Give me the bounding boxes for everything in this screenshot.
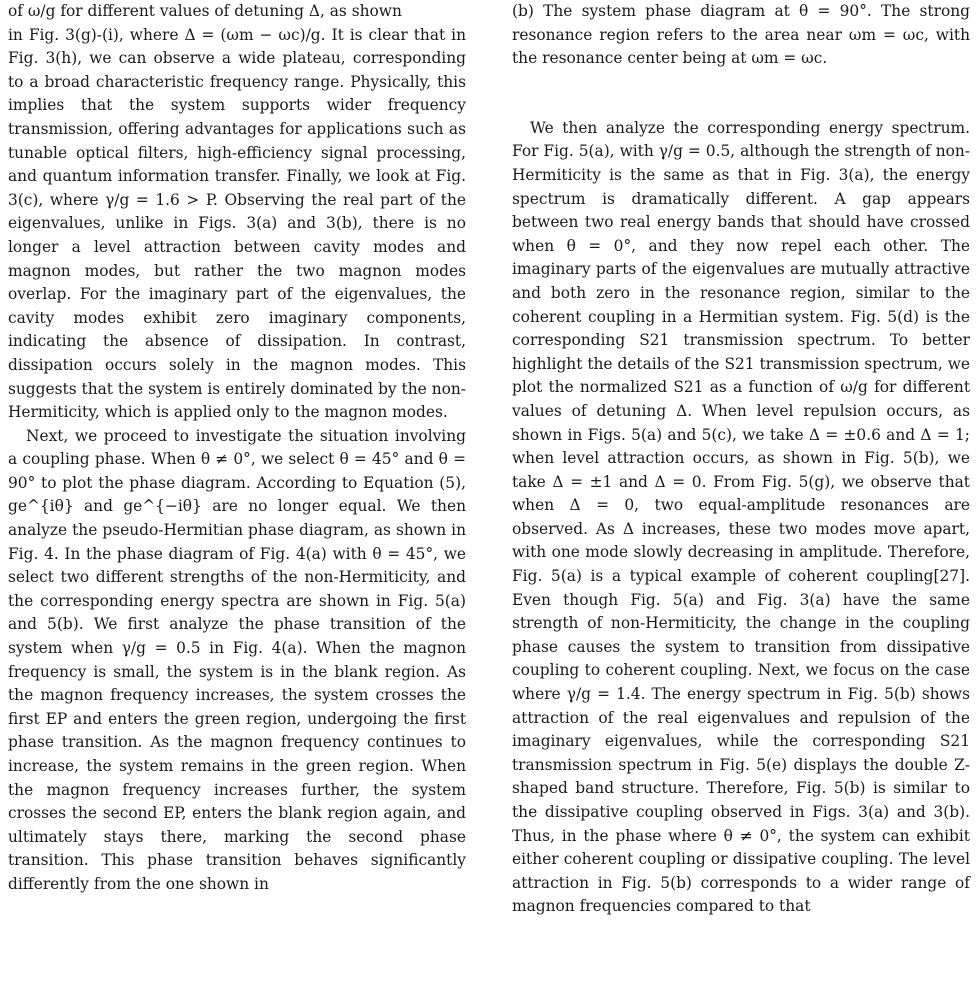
right-paragraph-1: We then analyze the corresponding energy spectrum. For Fig. 5(a), with γ/g = 0.5, although the strength of non-Hermiticity is the same as that in Fig. 3(a), the energy spectrum is dramatically different. A gap appears between two real energy bands that should have crossed when θ = 0°, and they now repel each other. The imaginary parts of the eigenvalues are mutually attractive and both zero in the resonance region, similar to the coherent coupling in a Hermitian system. Fig. 5(d) is the corresponding S21 transmission spectrum. To better highlight the details of the S21 transmission spectrum, we plot the normalized S21 as a function of ω/g for different values of detuning Δ. When level repulsion occurs, as shown in Figs. 5(a) and 5(c), we take Δ = ±0.6 and Δ = 1; when level attraction occurs, as shown in Fig. 5(b), we take Δ = ±1 and Δ = 0. From Fig. 5(g), we observe that when Δ = 0, two equal-amplitude resonances are observed. As Δ increases, these two modes move apart, with one mode slowly decreasing in amplitude. Therefore, Fig. 5(a) is a typical example of coherent coupling[27]. Even though Fig. 5(a) and Fig. 3(a) have the same strength of non-Hermiticity, the change in the coupling phase causes the system to transition from dissipative coupling to coherent coupling. Next, we focus on the case where γ/g = 1.4. The energy spectrum in Fig. 5(b) shows attraction of the real eigenvalues and repulsion of the imaginary eigenvalues, while the corresponding S21 transmission spectrum in Fig. 5(e) displays the double Z-shaped band structure. Therefore, Fig. 5(b) is similar to the dissipative coupling observed in Figs. 3(a) and 3(b). Thus, in the phase where θ ≠ 0°, the system can exhibit either coherent coupling or dissipative coupling. The level attraction in Fig. 5(b) corresponds to a wider range of magnon frequencies compared to that <box>512 118 970 916</box>
right-column <box>512 0 970 919</box>
left-paragraph-1: in Fig. 3(g)-(i), where Δ = (ωm − ωc)/g. It is clear that in Fig. 3(h), we can observe a wide plateau, corresponding to a broad characteristic frequency range. Physically, this implies that the system supports wider frequency transmission, offering advantages for applications such as tunable optical filters, high-efficiency signal processing, and quantum information transfer. Finally, we look at Fig. 3(c), where γ/g = 1.6 > P. Observing the real part of the eigenvalues, unlike in Figs. 3(a) and 3(b), there is no longer a level attraction between cavity modes and magnon modes, but rather the two magnon modes overlap. For the imaginary part of the eigenvalues, the cavity modes exhibit zero imaginary components, indicating the absence of dissipation. In contrast, dissipation occurs solely in the magnon modes. This suggests that the system is entirely dominated by the non-Hermiticity, which is applied only to the magnon modes. <box>8 25 466 422</box>
partial-line-top: of ω/g for different values of detuning Δ, as shown <box>8 2 402 20</box>
figure-caption: (b) The system phase diagram at θ = 90°. The strong resonance region refers to the area near ωm = ωc, with the resonance center being at ωm = ωc. <box>512 2 970 68</box>
caption-spacer <box>512 71 970 117</box>
left-column <box>8 0 466 897</box>
left-paragraph-2: Next, we proceed to investigate the situation involving a coupling phase. When θ ≠ 0°, we select θ = 45° and θ = 90° to plot the phase diagram. According to Equation (5), ge^{iθ} and ge^{−iθ} are no longer equal. We then analyze the pseudo-Hermitian phase diagram, as shown in Fig. 4. In the phase diagram of Fig. 4(a) with θ = 45°, we select two different strengths of the non-Hermiticity, and the corresponding energy spectra are shown in Fig. 5(a) and 5(b). We first analyze the phase transition of the system when γ/g = 0.5 in Fig. 4(a). When the magnon frequency is small, the system is in the blank region. As the magnon frequency increases, the system crosses the first EP and enters the green region, undergoing the first phase transition. As the magnon frequency continues to increase, the system remains in the green region. When the magnon frequency increases further, the system crosses the second EP, enters the blank region again, and ultimately stays there, marking the second phase transition. This phase transition behaves significantly differently from the one shown in <box>8 426 466 893</box>
